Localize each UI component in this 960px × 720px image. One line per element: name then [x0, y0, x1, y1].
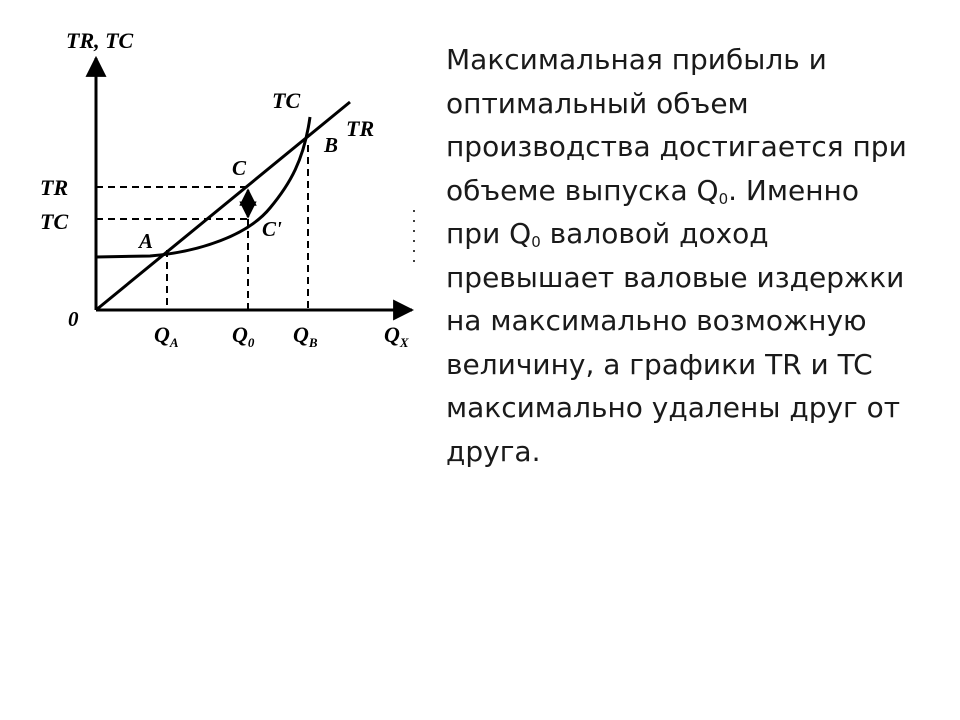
- text-line-8: величину, а графики TR и TC: [446, 347, 873, 381]
- q-a-label: $Q_A$: [154, 322, 179, 350]
- slide-text: [446, 38, 926, 473]
- curve-tr-label: TR: [346, 116, 375, 141]
- tc-level-label: TC: [40, 209, 69, 234]
- text-line-1: Максимальная прибыль и: [446, 43, 827, 76]
- tr-line: [96, 102, 350, 310]
- text-line-7: на максимально возможную: [446, 304, 867, 337]
- q-b-label: $Q_B$: [293, 322, 318, 350]
- text-line-3: производства достигается при: [446, 130, 907, 163]
- point-b-label: B: [324, 133, 339, 157]
- text-line-10: друга.: [446, 434, 541, 468]
- q-0-label: $Q_0$: [232, 322, 255, 350]
- text-line-2: оптимальный объем: [446, 86, 749, 120]
- curve-tc-label: TC: [272, 88, 301, 113]
- origin-label: 0: [68, 307, 79, 331]
- y-axis-label: TR, TC: [66, 28, 134, 53]
- tr-level-label: TR: [40, 175, 69, 200]
- point-c-prime-label: C': [262, 217, 282, 241]
- text-line-6: превышает валовые издержки: [446, 260, 905, 294]
- x-axis-label: $Q_X$: [384, 322, 409, 350]
- text-line-4: объеме выпуска $Q_0$. Именно: [446, 173, 859, 208]
- tr-tc-diagram: [0, 0, 430, 370]
- text-line-5: при $Q_0$ валовой доход: [446, 217, 769, 251]
- point-c-label: C: [232, 156, 247, 180]
- point-a-label: A: [139, 229, 154, 253]
- text-line-9: максимально удалены друг от: [446, 391, 901, 424]
